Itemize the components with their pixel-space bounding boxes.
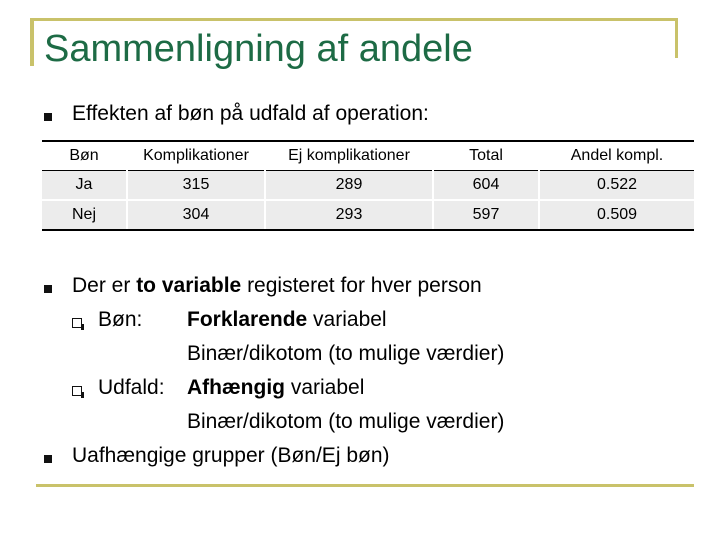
frame-right-border	[675, 18, 678, 58]
table-cell: 289	[265, 171, 433, 201]
bullet-effect-text: Effekten af bøn på udfald af operation:	[72, 102, 429, 125]
bullet-icon	[44, 455, 52, 463]
text-segment: registeret for hver person	[241, 274, 482, 297]
table-cell: 293	[265, 200, 433, 230]
table-cell: 0.522	[539, 171, 694, 201]
table-row	[42, 200, 694, 230]
bold-segment: Forklarende	[187, 308, 308, 331]
table-header-row	[42, 141, 694, 171]
bullet-icon	[44, 285, 52, 293]
table-cell: 597	[433, 200, 539, 230]
sub-bullet-line2: Binær/dikotom (to mulige værdier)	[187, 342, 505, 365]
header-cell: Bøn	[42, 141, 127, 171]
sub-bullet-line2: Binær/dikotom (to mulige værdier)	[187, 410, 505, 433]
frame-left-border	[30, 18, 34, 66]
header-cell: Ej komplikationer	[265, 141, 433, 171]
table-cell: Nej	[42, 200, 127, 230]
header-cell: Total	[433, 141, 539, 171]
table-cell: 304	[127, 200, 265, 230]
bold-segment: to variable	[136, 274, 242, 297]
text-segment: variabel	[307, 308, 387, 331]
bullet-groups-text: Uafhængige grupper (Bøn/Ej bøn)	[72, 444, 390, 467]
header-cell: Andel kompl.	[539, 141, 694, 171]
table-cell: 315	[127, 171, 265, 201]
sub-bullet-label: Udfald:	[98, 376, 165, 399]
text-segment: variabel	[284, 376, 365, 399]
bullet-variables-text	[72, 274, 482, 298]
sub-bullet-text	[187, 376, 364, 400]
sub-bullet-label: Bøn:	[98, 308, 143, 331]
table-cell: 604	[433, 171, 539, 201]
table-row	[42, 171, 694, 201]
frame-bottom-border	[36, 484, 694, 487]
bold-segment: Afhængig	[187, 376, 285, 399]
text-segment: Der er	[72, 274, 137, 297]
data-table	[42, 140, 694, 231]
slide-title: Sammenligning af andele	[44, 28, 473, 70]
sub-bullet-icon	[72, 318, 82, 328]
sub-bullet-text	[187, 308, 387, 332]
sub-bullet-icon	[72, 386, 82, 396]
frame-top-border	[30, 18, 678, 21]
bullet-icon	[44, 113, 52, 121]
table-cell: Ja	[42, 171, 127, 201]
table-cell: 0.509	[539, 200, 694, 230]
header-cell: Komplikationer	[127, 141, 265, 171]
